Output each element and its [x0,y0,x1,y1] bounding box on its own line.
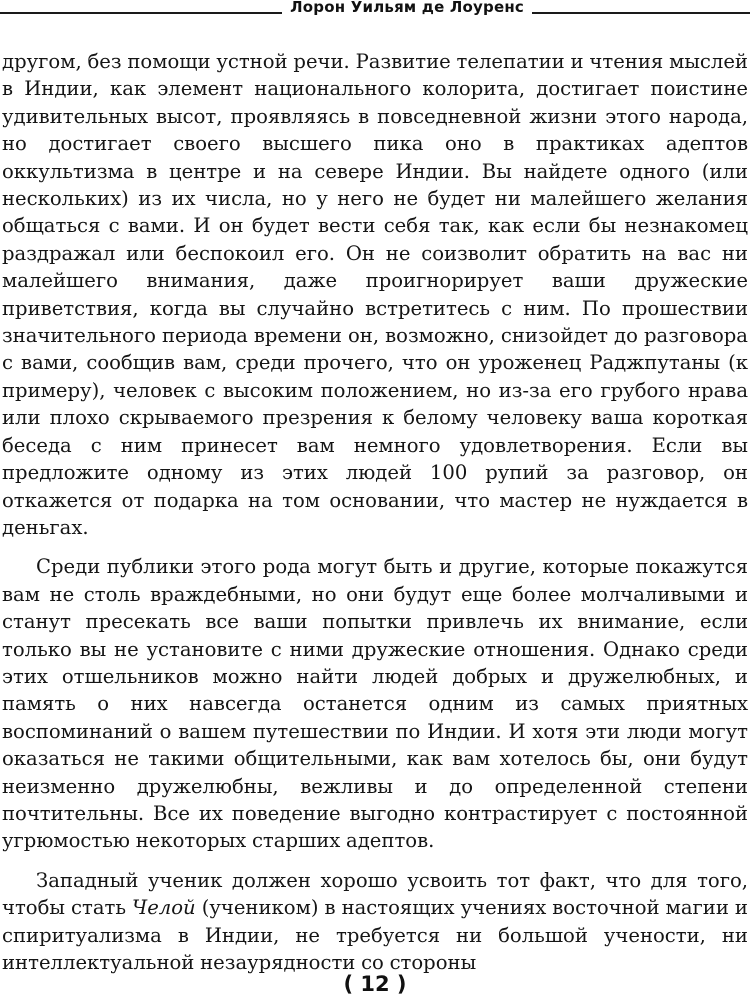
italic-term: Челой [132,896,196,920]
paragraph-3-end: (учеником) в настоящих учениях восточной магии и спиритуализма в Индии, не требуется ни большой учености, ни интеллектуальной незаурядности со стороны [2,896,748,974]
running-header [0,0,750,26]
paragraph-1: другом, без помощи устной речи. Развитие телепатии и чтения мыслей в Индии, как элемент национального колорита, достигает поистине удивительных высот, проявляясь в повседневной жизни этого народа, но достигает своего высшего пика оно в практиках адептов оккультизма в центре и на севере Индии. Вы найдете одного (или нескольких) из их числа, но у него не будет ни малейшего желания общаться с вами. И он будет вести себя так, как если бы незнакомец раздражал или беспокоил его. Он не соизволит обратить на вас ни малейшего внимания, даже проигнорирует ваши дружеские приветствия, когда вы случайно встретитесь с ним. По прошествии значительного периода времени он, возможно, снизойдет до разговора с вами, сообщив вам, среди прочего, что он уроженец Раджпутаны (к примеру), человек с высоким положением, но из-за его грубого нрава или плохо скрываемого презрения к белому человеку ваша короткая беседа с ним принесет вам немного удовлетворения. Если вы предложите одному из этих людей 100 рупий за разговор, он откажется от подарка на том основании, что мастер не нуждается в деньгах. [2,50,748,539]
paragraph-2: Среди публики этого рода могут быть и другие, которые покажутся вам не столь враждебными, но они будут еще более молчаливыми и станут пресекать все ваши попытки привлечь их внимание, если только вы не установите с ними дружеские отношения. Однако среди этих отшельников можно найти людей добрых и дружелюбных, и память о них навсегда останется одним из самых приятных воспоминаний о вашем путешествии по Индии. И хотя эти люди могут оказаться не такими общительными, как вам хотелось бы, они будут неизменно дружелюбны, вежливы и до определенной степени почтительны. Все их поведение выгодно контрастирует с постоянной угрюмостью некоторых старших адептов. [2,555,748,853]
page-number: ( 12 ) [343,972,407,996]
page-number-footer [0,972,750,996]
paragraph-3-start: Западный ученик должен хорошо усвоить тот факт, что для того, чтобы стать [2,868,748,920]
running-title: Лорон Уильям де Лоуренс [282,0,532,18]
paragraph-3 [2,867,748,977]
page-body [2,48,748,976]
